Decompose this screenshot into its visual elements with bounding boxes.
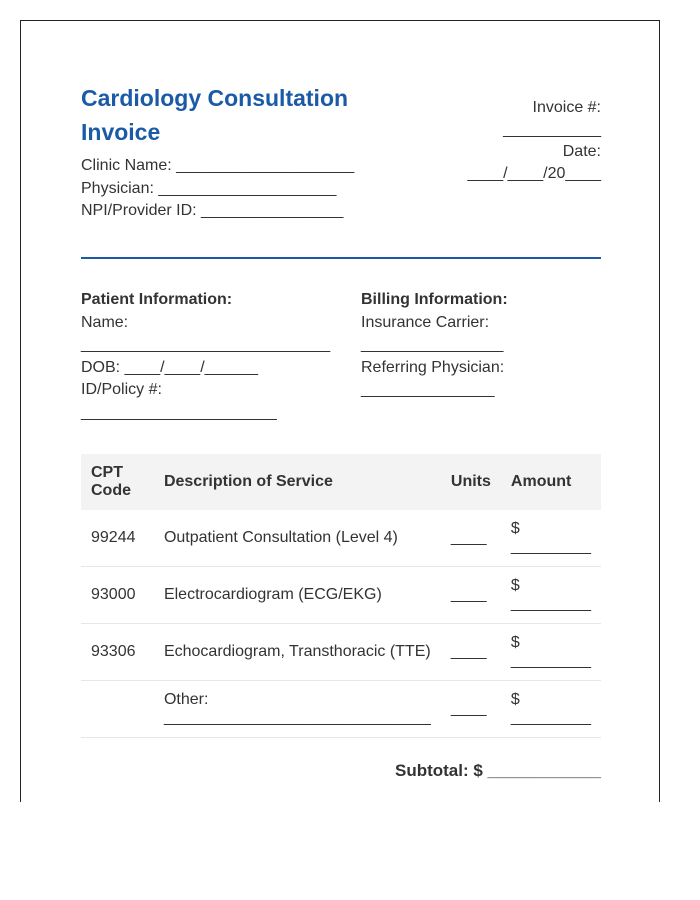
invoice-meta [468, 97, 601, 185]
patient-info [81, 289, 341, 424]
npi-field[interactable]: NPI/Provider ID: ________________ [81, 202, 344, 219]
referring-physician-label: Referring Physician: [361, 358, 505, 376]
subtotal-field[interactable]: Subtotal: $ ____________ [394, 761, 601, 780]
amount-field[interactable]: $ _________ [501, 624, 601, 681]
cpt-code-cell [81, 681, 154, 738]
other-description-field[interactable]: Other: ______________________________ [154, 681, 441, 738]
cpt-code-cell: 93306 [81, 624, 154, 681]
cpt-code-cell: 99244 [81, 510, 154, 567]
billing-info-heading: Billing Information: [361, 291, 508, 308]
date-field[interactable]: ____/____/20____ [467, 165, 601, 182]
amount-field[interactable]: $ _________ [501, 567, 601, 624]
units-field[interactable]: ____ [441, 510, 501, 567]
description-cell: Electrocardiogram (ECG/EKG) [154, 567, 441, 624]
patient-dob-field[interactable]: DOB: ____/____/______ [81, 358, 259, 376]
units-field[interactable]: ____ [441, 681, 501, 738]
patient-info-heading: Patient Information: [81, 291, 233, 308]
invoice-page [20, 20, 660, 802]
patient-name-field[interactable]: ____________________________ [81, 336, 331, 353]
description-cell: Outpatient Consultation (Level 4) [154, 510, 441, 567]
amount-field[interactable]: $ _________ [501, 681, 601, 738]
referring-physician-field[interactable]: _______________ [361, 381, 495, 398]
amount-field[interactable]: $ _________ [501, 510, 601, 567]
page-title: Cardiology Consultation Invoice [81, 85, 349, 145]
units-field[interactable]: ____ [441, 567, 501, 624]
header-amount: Amount [510, 473, 572, 490]
patient-id-label: ID/Policy #: [81, 381, 162, 398]
insurance-carrier-field[interactable]: ________________ [361, 336, 504, 353]
clinic-name-field[interactable]: Clinic Name: ____________________ [81, 157, 355, 174]
table-row [81, 510, 601, 567]
patient-name-label: Name: [81, 313, 129, 331]
services-table [81, 454, 601, 738]
description-cell: Echocardiogram, Transthoracic (TTE) [154, 624, 441, 681]
table-row [81, 624, 601, 681]
table-row [81, 681, 601, 738]
units-field[interactable]: ____ [441, 624, 501, 681]
table-header-row [81, 454, 601, 510]
invoice-number-label: Invoice #: [532, 99, 601, 116]
table-row [81, 567, 601, 624]
header-description: Description of Service [163, 473, 333, 490]
invoice-content [81, 81, 601, 780]
header-cpt-code: CPT Code [91, 464, 131, 499]
invoice-number-field[interactable]: ___________ [503, 121, 601, 138]
physician-field[interactable]: Physician: ____________________ [81, 179, 337, 197]
cpt-code-cell: 93000 [81, 567, 154, 624]
insurance-carrier-label: Insurance Carrier: [361, 313, 490, 331]
patient-id-field[interactable]: ______________________ [81, 403, 277, 421]
billing-info [361, 289, 601, 402]
date-label: Date: [562, 143, 601, 160]
header-divider [81, 257, 601, 259]
header-units: Units [450, 473, 491, 490]
